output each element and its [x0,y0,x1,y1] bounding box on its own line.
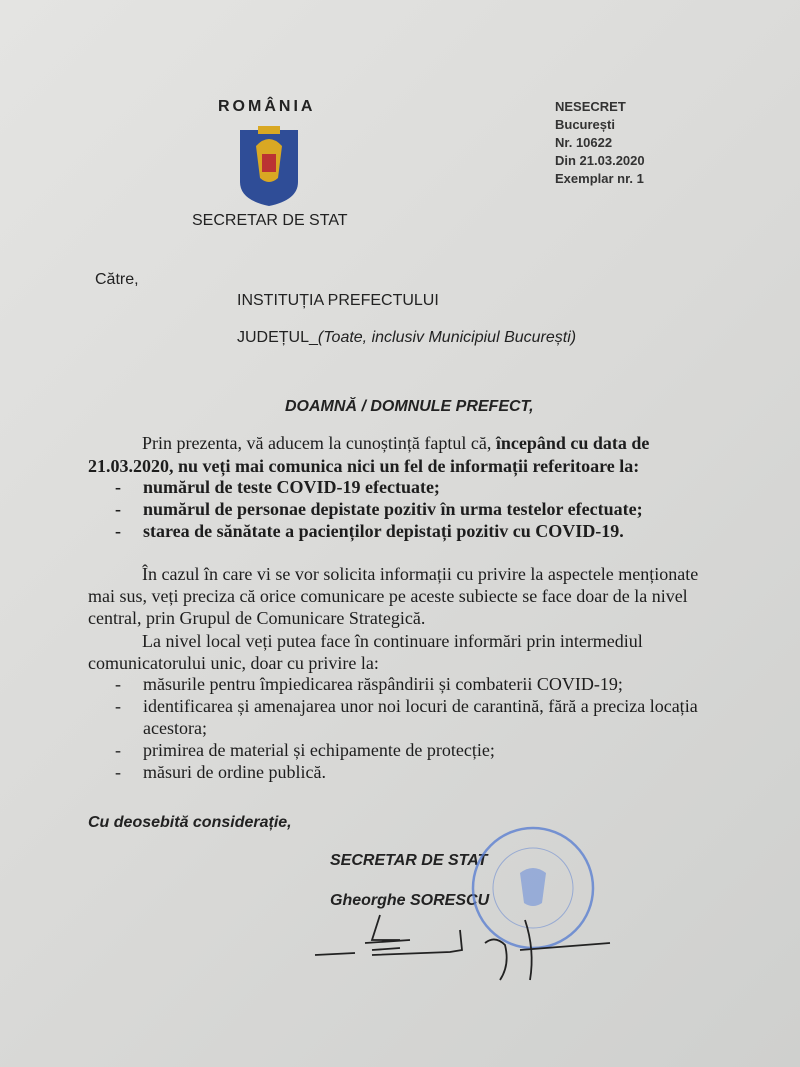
text: - [115,521,121,541]
copy-number: Exemplar nr. 1 [555,171,644,186]
text: 21.03.2020, nu veți mai comunica nici un fel de informații referitoare la: [88,456,640,476]
text: măsuri de ordine publică. [143,762,326,782]
text: - [115,674,121,694]
text: - [115,762,121,782]
text: În cazul în care vi se vor solicita informații cu privire la aspectele menționate [142,564,699,584]
text: începând cu data de [495,433,650,453]
office-heading: SECRETAR DE STAT [192,212,348,229]
text: numărul de personae depistate pozitiv în urma testelor efectuate; [143,499,643,519]
document-date: Din 21.03.2020 [555,153,645,168]
text: Prin prezenta, vă aducem la cunoștință faptul că, [142,433,496,453]
recipient-county [237,329,576,347]
text: măsurile pentru împiedicarea răspândirii și combaterii COVID-19; [143,674,623,694]
text: - [115,696,121,716]
text: La nivel local veți putea face în continuare informări prin intermediul [142,631,643,651]
classification: NESECRET [555,99,626,114]
text: (Toate, inclusiv Municipiul București) [317,329,577,346]
signatory-name: Gheorghe SORESCU [330,892,490,909]
text: numărul de teste COVID-19 efectuate; [143,477,440,497]
registration-number: Nr. 10622 [555,135,613,150]
text: mai sus, veți preciza că orice comunicare pe aceste subiecte se face doar de la nivel [88,586,688,606]
text: starea de sănătate a pacienților depistați pozitiv cu COVID-19. [143,521,624,541]
signatory-title: SECRETAR DE STAT [330,852,488,869]
text: - [115,477,121,497]
country-heading: ROMÂNIA [218,98,316,115]
text: acestora; [143,718,207,738]
signature-icon [310,910,620,985]
text: primirea de material și echipamente de protecție; [143,740,495,760]
salutation: DOAMNĂ / DOMNULE PREFECT, [285,398,534,415]
city: București [555,117,615,132]
document-meta [555,98,645,188]
to-label: Către, [95,271,139,288]
recipient-institution: INSTITUȚIA PREFECTULUI [237,292,439,309]
coat-of-arms-icon [236,122,302,208]
text: - [115,499,121,519]
text: comunicatorului unic, doar cu privire la: [88,653,379,673]
text: central, prin Grupul de Comunicare Strategică. [88,608,426,628]
text: JUDEȚUL_ [237,329,318,346]
text: - [115,740,121,760]
closing: Cu deosebită considerație, [88,814,292,831]
text: identificarea și amenajarea unor noi locuri de carantină, fără a preciza locația [143,696,698,716]
